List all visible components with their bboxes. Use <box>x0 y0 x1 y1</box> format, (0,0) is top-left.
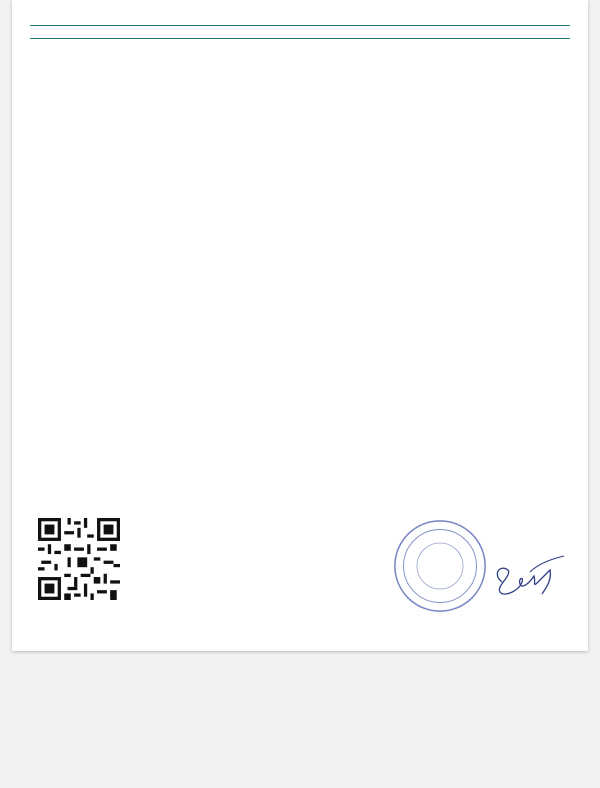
qr-code[interactable] <box>38 518 120 600</box>
invitro-stamp <box>392 518 488 614</box>
lab-report-sheet <box>12 0 588 651</box>
section-divider <box>30 38 570 39</box>
signature <box>490 552 570 602</box>
header-divider <box>30 25 570 26</box>
